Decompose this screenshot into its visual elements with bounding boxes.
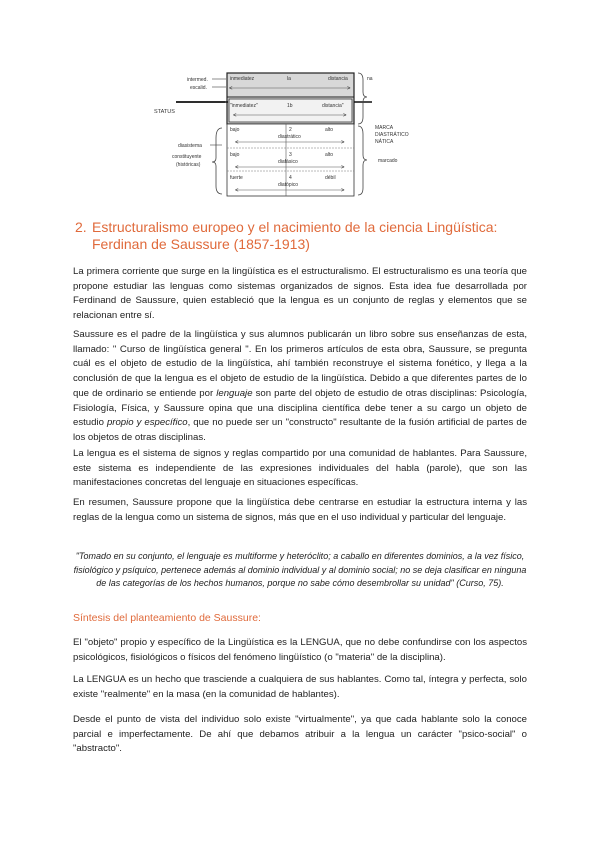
row5-right: débil <box>325 175 336 181</box>
variation-diagram <box>150 70 450 205</box>
svg-text:>: > <box>343 113 347 119</box>
diagram-label-status: STATUS <box>154 109 175 115</box>
row2-left: "inmediatez" <box>230 103 258 109</box>
row4-sub: diafásico <box>278 159 298 165</box>
paragraph-2-part-b: son parte del objeto de estudio de otras disciplinas: Psicología, Fisiología, Física, y Saussure opina que una disciplina científica debe tener a su cargo un objeto de estudio <box>73 387 527 429</box>
synthesis-subheading: Síntesis del planteamiento de Saussure: <box>73 612 261 624</box>
diagram-label-escalid: escalid. <box>190 85 207 91</box>
row5-sub: diatópico <box>278 182 299 188</box>
row5-num: 4 <box>289 175 292 181</box>
row4-num: 3 <box>289 152 292 158</box>
section-number: 2. <box>75 219 87 235</box>
row5-left: fuerte <box>230 175 243 181</box>
diagram-label-marcado: marcado <box>378 158 398 164</box>
diagram-label-historicas: (históricas) <box>176 162 201 168</box>
svg-text:<: < <box>235 188 239 194</box>
svg-text:<: < <box>235 165 239 171</box>
row3-sub: diastrático <box>278 134 301 140</box>
row4-right: alto <box>325 152 334 158</box>
paragraph-2-part-a: Saussure es el padre de la lingüística y sus alumnos publicarán un libro sobre sus enseñanzas de esta, llamado: " Curso de lingüística general ". En los primeros artículos de esta obra, Saussure, se pregunta cuál es el objeto de estudio de la lingüística, ahí también reconstruye el sistema fonético, y llega a la conclusión de que la lengua es el objeto de estudio de la lingüística. Debido a que diferentes partes de lo que de ordinario se entiende por <box>73 329 527 399</box>
paragraph-7: Desde el punto de vista del individuo solo existe "virtualmente", ya que cada hablante solo la conoce parcial e imperfectamente. De ahí que debamos atribuir a la lengua un carácter "psico-social" o "abstracto". <box>73 714 527 755</box>
paragraph-2-part-c: , que no puede ser un "constructo" resultante de la fusión artificial de partes de los objetos de otras disciplinas. <box>73 417 527 443</box>
saussure-quote: "Tomado en su conjunto, el lenguaje es multiforme y heteróclito; a caballo en diferentes dominios, a la vez físico, fisiológico y psíquico, pertenece además al dominio individual y al dominio social; no se deja clasificar en ninguna de las categorías de los hechos humanos, porque no sabe cómo desembrollar su unidad" (Curso, 75). <box>73 551 527 588</box>
diagram-label-natica: NÁTICA <box>375 139 394 145</box>
row3-right: alto <box>325 127 334 133</box>
paragraph-3: La lengua es el sistema de signos y reglas compartido por una comunidad de hablantes. Para Saussure, este sistema es independiente de las expresiones individuales del habla (parole), que son las manifestaciones concretas del lenguaje en situaciones específicas. <box>73 448 527 489</box>
diagram-label-na: na <box>367 76 373 82</box>
diagram-label-intermed: intermed. <box>187 77 208 83</box>
svg-text:>: > <box>347 86 351 92</box>
diagram-label-constituyente: constituyente <box>172 154 202 160</box>
svg-text:>: > <box>341 188 345 194</box>
diagram-label-diasistema: diasistema <box>178 143 202 149</box>
diagram-label-diastratico: DIASTRÁTICO <box>375 132 409 138</box>
section-title: Estructuralismo europeo y el nacimiento de la ciencia Lingüística: Ferdinan de Saussure (1857-1913) <box>92 219 498 252</box>
paragraph-5: El "objeto" propio y específico de la Lingüística es la LENGUA, que no debe confundirse con los aspectos psicológicos, fisiológicos o físicos del fenómeno lingüístico (o "materia" de la disciplina). <box>73 637 527 663</box>
row3-left: bajo <box>230 127 240 133</box>
paragraph-4: En resumen, Saussure propone que la lingüística debe centrarse en estudiar la estructura interna y las reglas de la lengua como un sistema de signos, más que en el uso individual y particular del lenguaje. <box>73 497 527 523</box>
row4-left: bajo <box>230 152 240 158</box>
svg-text:<: < <box>233 113 237 119</box>
row2-center: 1b <box>287 103 293 109</box>
row1-center: la <box>287 76 291 82</box>
paragraph-2 <box>73 328 527 446</box>
row1-left: inmediatez <box>230 76 255 82</box>
svg-text:>: > <box>341 140 345 146</box>
section-heading <box>75 219 540 253</box>
paragraph-1: La primera corriente que surge en la lingüística es el estructuralismo. El estructuralismo es una teoría que propone estudiar las lenguas como sistemas organizados de signos. Esta idea fue desarrollada por Ferdinand de Saussure, quien estableció que la lengua es un conjunto de reglas y elementos que se relacionan entre sí. <box>73 266 527 322</box>
svg-text:>: > <box>341 165 345 171</box>
paragraph-2-emphasis-propio: propio y específico <box>106 417 188 429</box>
svg-text:<: < <box>229 86 233 92</box>
row3-num: 2 <box>289 127 292 133</box>
row1-right: distancia <box>328 76 348 82</box>
svg-text:<: < <box>235 140 239 146</box>
paragraph-6: La LENGUA es un hecho que trasciende a cualquiera de sus hablantes. Como tal, íntegra y perfecta, solo existe "realmente" en la masa (en la comunidad de hablantes). <box>73 674 527 700</box>
paragraph-2-emphasis-lenguaje: lenguaje <box>216 387 253 399</box>
diagram-label-marca: MARCA <box>375 125 394 131</box>
row2-right: distancia" <box>322 103 344 109</box>
